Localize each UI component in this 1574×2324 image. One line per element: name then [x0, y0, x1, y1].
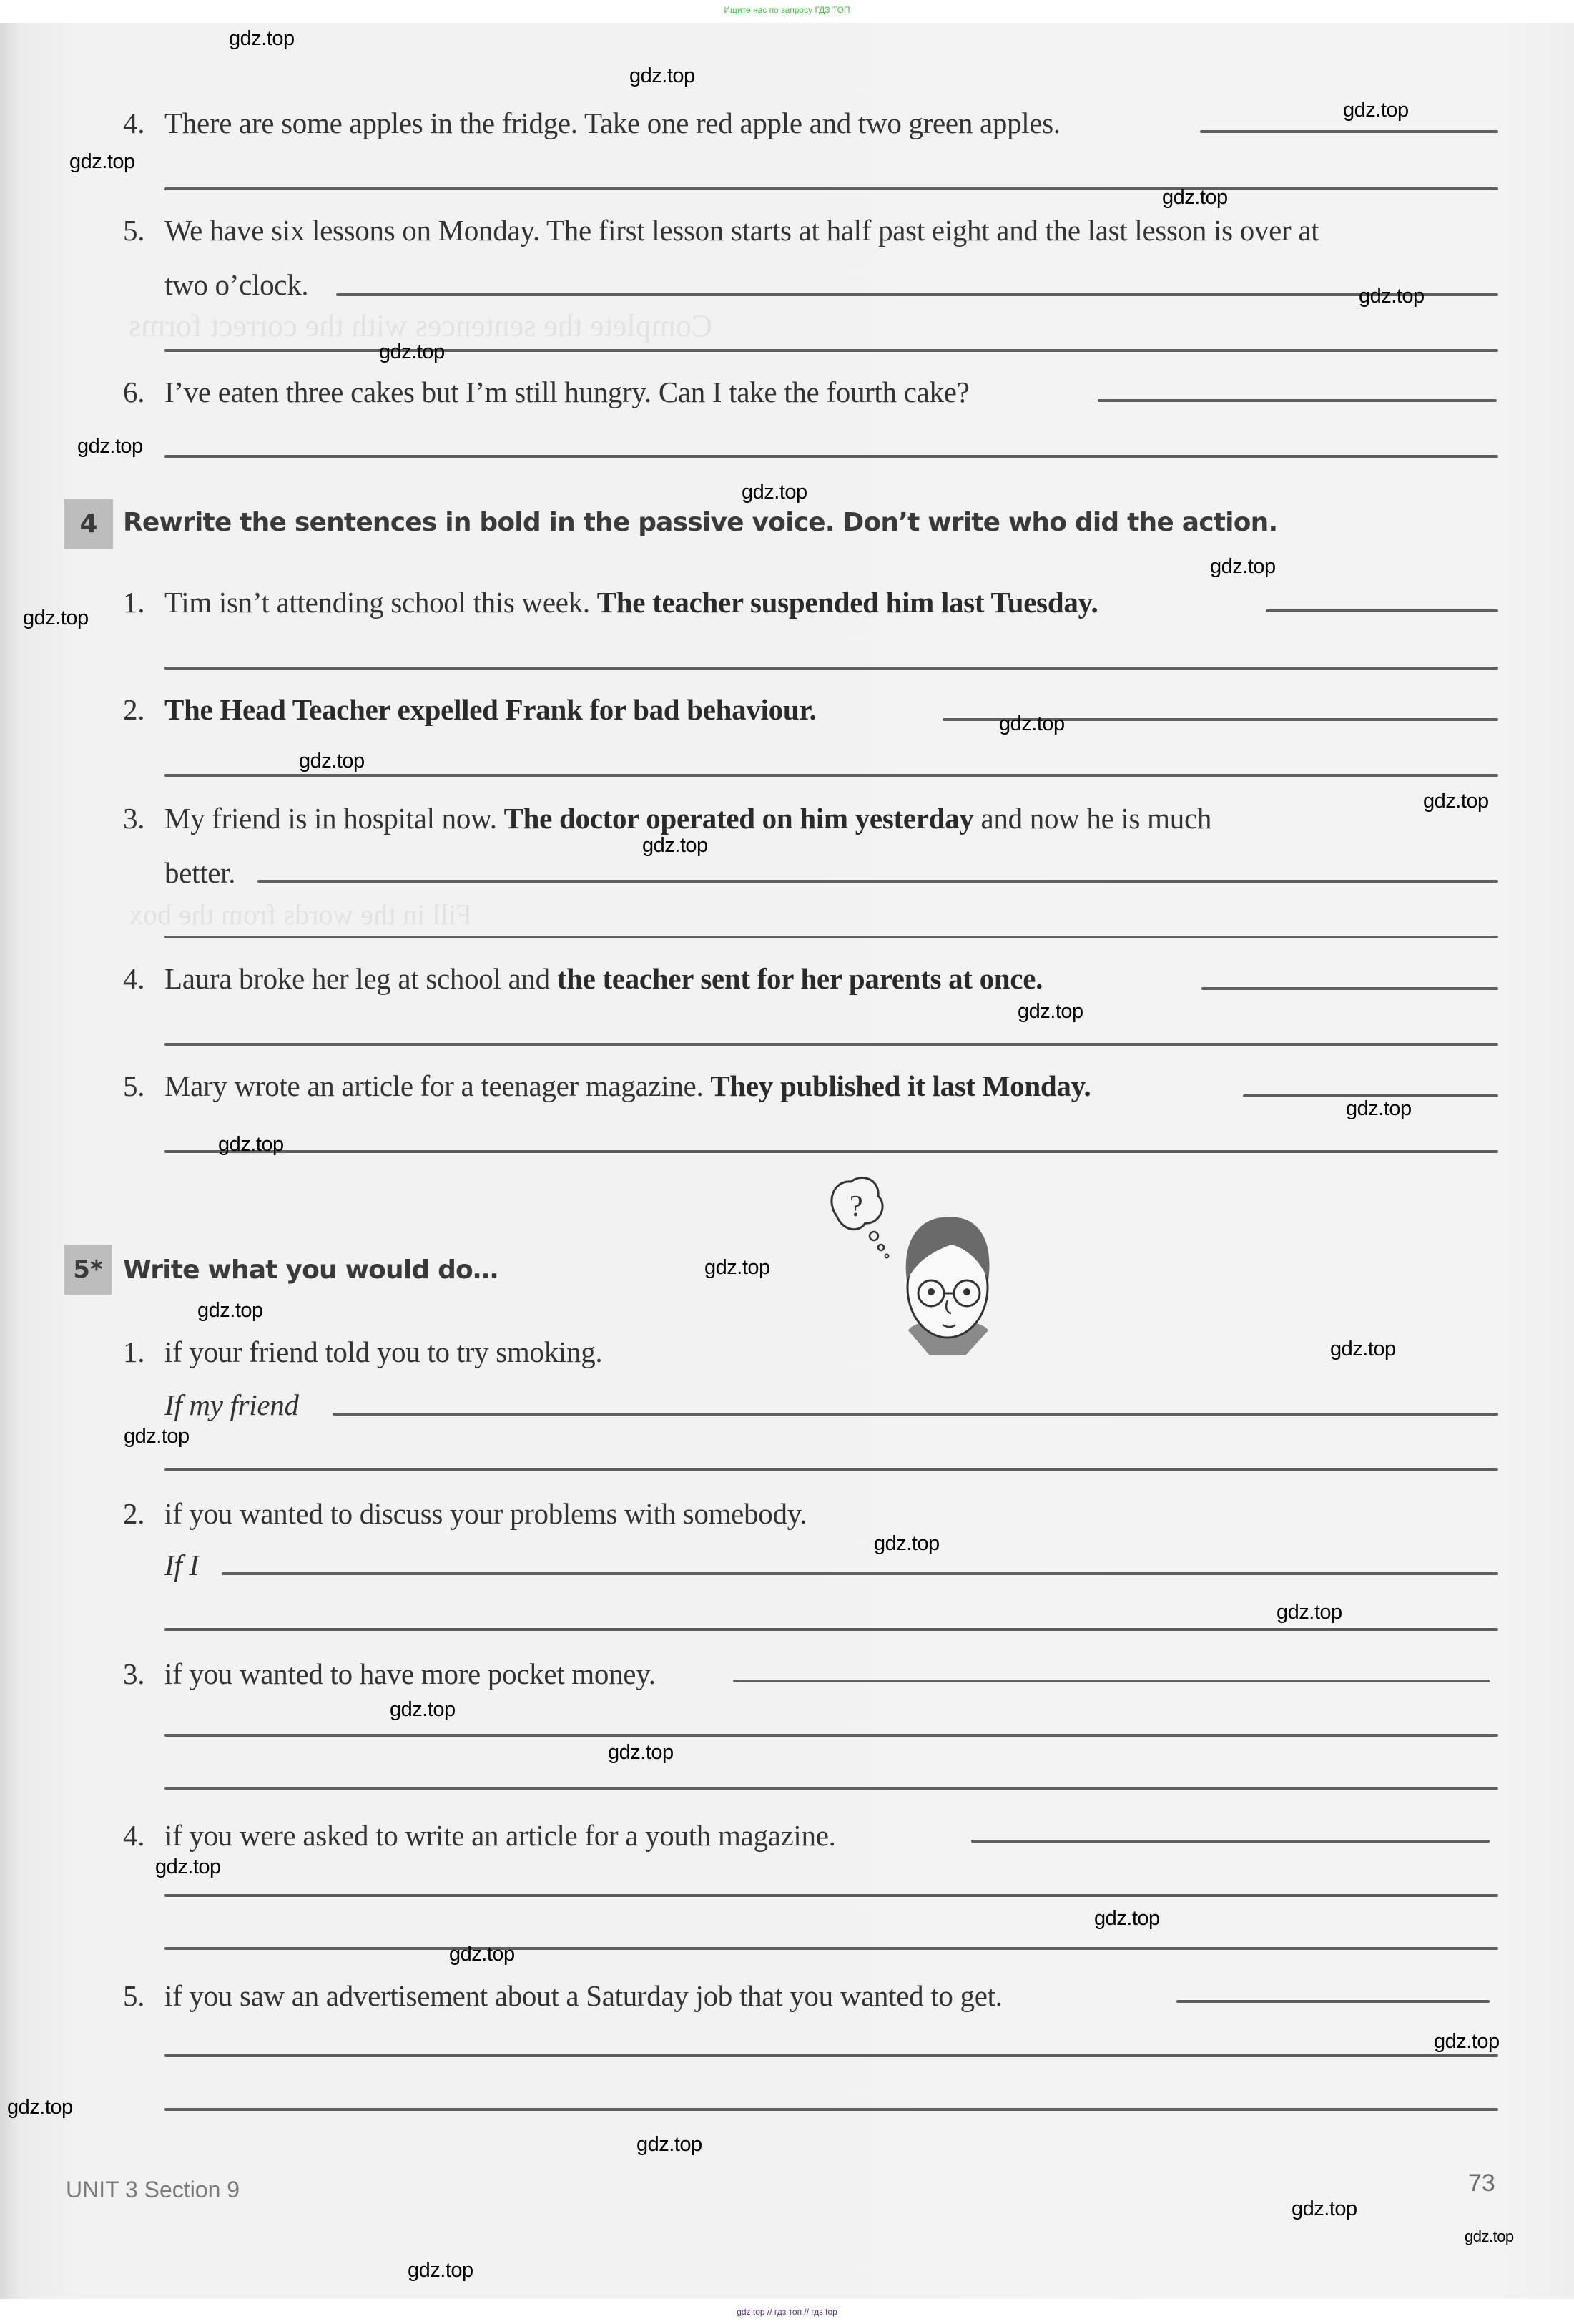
watermark: gdz.top	[449, 1943, 515, 1966]
item-text: I’ve eaten three cakes but I’m still hungry. Can I take the fourth cake?	[164, 376, 970, 408]
answer-line[interactable]	[164, 1628, 1498, 1631]
answer-line[interactable]	[164, 1734, 1498, 1737]
exercise-item: 5. We have six lessons on Monday. The first lesson starts at half past eight and the last lesson is over at	[123, 214, 1319, 247]
watermark: gdz.top	[390, 1698, 456, 1721]
answer-line[interactable]	[164, 1947, 1498, 1950]
watermark: gdz.top	[124, 1425, 190, 1448]
exercise-item: 3. My friend is in hospital now. The doctor operated on him yesterday and now he is much	[123, 802, 1212, 835]
watermark: gdz.top	[1346, 1097, 1412, 1120]
watermark: gdz.top	[1359, 285, 1425, 308]
workbook-page	[0, 23, 1574, 2299]
bottom-banner-links[interactable]: gdz top // гдз топ // гдз top	[0, 2300, 1574, 2324]
watermark: gdz.top	[7, 2096, 73, 2119]
task-instruction: Write what you would do…	[123, 1255, 498, 1285]
watermark: gdz.top	[218, 1133, 284, 1156]
task-instruction: Rewrite the sentences in bold in the passive voice. Don’t write who did the action.	[123, 508, 1278, 537]
bold-sentence: The teacher suspended him last Tuesday.	[596, 586, 1098, 619]
watermark: gdz.top	[408, 2259, 473, 2282]
watermark: gdz.top	[69, 150, 135, 173]
watermark: gdz.top	[1465, 2227, 1514, 2245]
sentence-starter: If my friend	[164, 1388, 299, 1421]
bold-sentence: The Head Teacher expelled Frank for bad behaviour.	[164, 693, 817, 726]
exercise-item-continuation: two o’clock.	[164, 268, 309, 301]
exercise-item: 2. The Head Teacher expelled Frank for bad behaviour.	[123, 693, 817, 726]
watermark: gdz.top	[197, 1299, 263, 1322]
watermark: gdz.top	[1434, 2030, 1500, 2053]
exercise-item-continuation: better.	[164, 856, 236, 889]
unit-section-label: UNIT 3 Section 9	[66, 2177, 240, 2202]
svg-text:?: ?	[850, 1190, 863, 1223]
watermark: gdz.top	[704, 1256, 770, 1279]
answer-line[interactable]	[1098, 399, 1497, 402]
sentence-starter: If I	[164, 1549, 199, 1582]
watermark: gdz.top	[1162, 186, 1228, 209]
answer-line[interactable]	[164, 349, 1498, 352]
thinking-boy-illustration	[822, 1173, 1008, 1359]
watermark: gdz.top	[629, 64, 695, 87]
watermark: gdz.top	[608, 1741, 674, 1764]
watermark: gdz.top	[642, 834, 708, 857]
answer-line[interactable]	[164, 936, 1498, 938]
exercise-item: 4. if you were asked to write an article for a youth magazine.	[123, 1819, 836, 1852]
watermark: gdz.top	[1292, 2197, 1357, 2220]
answer-line[interactable]	[164, 1043, 1498, 1046]
exercise-item: 6. I’ve eaten three cakes but I’m still hungry. Can I take the fourth cake?	[123, 376, 970, 408]
answer-line[interactable]	[164, 187, 1498, 190]
watermark: gdz.top	[1330, 1338, 1396, 1360]
top-banner[interactable]: Ищите нас по запросу ГДЗ ТОП	[0, 0, 1574, 21]
answer-line[interactable]	[1201, 987, 1498, 990]
item-text: We have six lessons on Monday. The first lesson starts at half past eight and the last lesson is over at	[164, 214, 1319, 247]
watermark: gdz.top	[229, 27, 295, 50]
watermark: gdz.top	[742, 481, 807, 504]
exercise-item: 3. if you wanted to have more pocket money.	[123, 1657, 656, 1690]
bold-sentence: They published it last Monday.	[710, 1069, 1091, 1102]
answer-line[interactable]	[164, 1894, 1498, 1897]
watermark: gdz.top	[1423, 790, 1489, 813]
task-number-badge: 5*	[64, 1245, 112, 1295]
answer-line[interactable]	[1266, 609, 1498, 612]
answer-line[interactable]	[1200, 130, 1498, 133]
watermark: gdz.top	[299, 750, 365, 773]
answer-line[interactable]	[164, 667, 1498, 670]
exercise-item: 1. if your friend told you to try smoking.	[123, 1335, 603, 1368]
exercise-item: 1. Tim isn’t attending school this week. The teacher suspended him last Tuesday.	[123, 586, 1098, 619]
watermark: gdz.top	[1094, 1907, 1160, 1930]
answer-line[interactable]	[164, 1468, 1498, 1471]
watermark: gdz.top	[1210, 555, 1276, 578]
answer-line[interactable]	[733, 1680, 1490, 1682]
watermark: gdz.top	[636, 2133, 702, 2156]
answer-line[interactable]	[222, 1572, 1498, 1575]
watermark: gdz.top	[1277, 1601, 1342, 1624]
exercise-item: 5. if you saw an advertisement about a Saturday job that you wanted to get.	[123, 1979, 1003, 2012]
watermark: gdz.top	[874, 1532, 940, 1555]
watermark: gdz.top	[999, 712, 1065, 735]
answer-line[interactable]	[164, 774, 1498, 777]
bold-sentence: the teacher sent for her parents at once.	[556, 962, 1043, 995]
item-text: There are some apples in the fridge. Take one red apple and two green apples.	[164, 107, 1061, 139]
answer-line[interactable]	[164, 2054, 1498, 2057]
answer-line[interactable]	[971, 1840, 1490, 1843]
bold-sentence: The doctor operated on him yesterday	[503, 802, 974, 835]
exercise-item: 4. There are some apples in the fridge. Take one red apple and two green apples.	[123, 107, 1061, 139]
task-number-badge: 4	[64, 499, 113, 549]
answer-line[interactable]	[1176, 2000, 1490, 2003]
answer-line[interactable]	[164, 455, 1498, 458]
watermark: gdz.top	[379, 340, 445, 363]
watermark: gdz.top	[1018, 1000, 1083, 1023]
watermark: gdz.top	[155, 1855, 221, 1878]
watermark: gdz.top	[23, 607, 89, 629]
answer-line[interactable]	[164, 1150, 1498, 1153]
exercise-item: 2. if you wanted to discuss your problems with somebody.	[123, 1497, 807, 1530]
answer-line[interactable]	[164, 2108, 1498, 2111]
answer-line[interactable]	[164, 1787, 1498, 1790]
exercise-item: 5. Mary wrote an article for a teenager magazine. They published it last Monday.	[123, 1069, 1091, 1102]
answer-line[interactable]	[257, 880, 1498, 883]
answer-line[interactable]	[336, 293, 1498, 296]
answer-line[interactable]	[333, 1413, 1498, 1416]
watermark: gdz.top	[1343, 99, 1409, 122]
exercise-item: 4. Laura broke her leg at school and the teacher sent for her parents at once.	[123, 962, 1043, 995]
page-number: 73	[1468, 2169, 1495, 2197]
bleed-through-text: Complete the sentences with the correct forms	[129, 308, 713, 343]
watermark: gdz.top	[77, 435, 143, 458]
bleed-through-text: Fill in the words from the box	[129, 898, 472, 931]
